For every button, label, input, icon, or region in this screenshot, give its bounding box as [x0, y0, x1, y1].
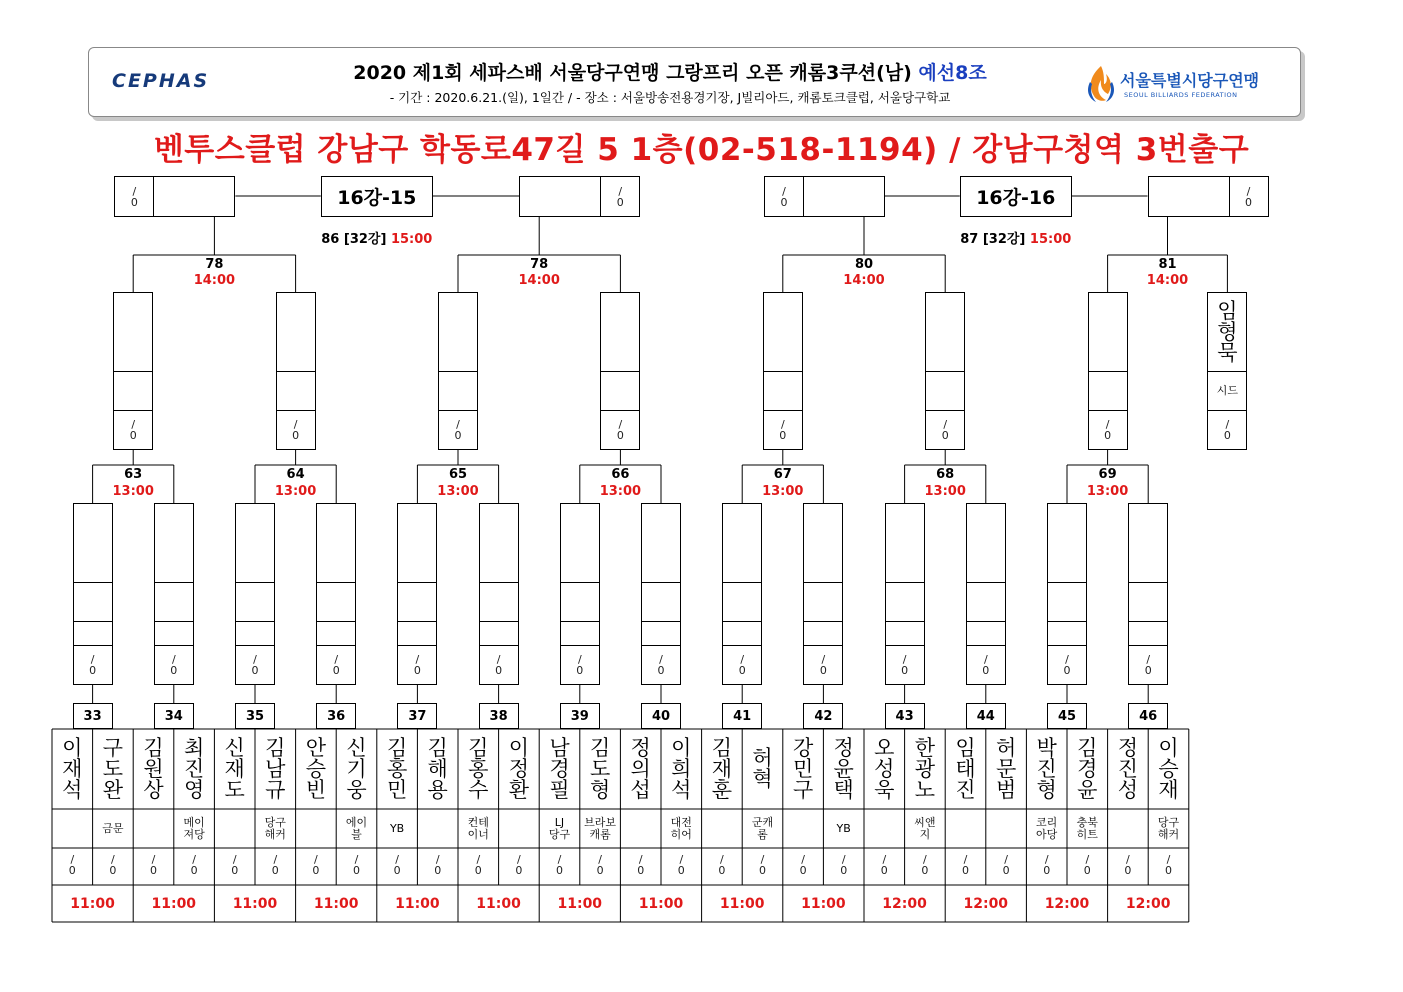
- player-club: [52, 810, 93, 847]
- player-score: / 0: [921, 853, 929, 877]
- player-club: [945, 810, 986, 847]
- round2-slot-row-1: [113, 371, 153, 411]
- player-club: [783, 810, 824, 847]
- player-name: 강 민 구: [792, 735, 814, 802]
- round1-slot-row-2: [154, 621, 194, 646]
- player-club: [986, 810, 1027, 847]
- seed-player-name: 임 형 묵: [1217, 298, 1238, 365]
- final-info: [297, 228, 457, 247]
- score-placeholder: / 0: [454, 418, 462, 442]
- round1-slot-row-1: [154, 582, 194, 622]
- round1-slot-row-2: [1128, 621, 1168, 646]
- player-name: 최 진 영: [183, 735, 205, 802]
- player-score: / 0: [149, 853, 157, 877]
- round1-slot-name-cell: [73, 503, 113, 583]
- player-score: / 0: [799, 853, 807, 877]
- round1-slot-row-2: [803, 621, 843, 646]
- round2-match-time: 14:00: [518, 273, 560, 288]
- player-club: 군캐 롬: [751, 815, 774, 841]
- round1-slot-score: [560, 645, 600, 685]
- player-score: / 0: [758, 853, 766, 877]
- score-placeholder: / 0: [1144, 653, 1152, 677]
- player-name: 허 문 범: [995, 735, 1017, 802]
- round2-slot-score: [600, 410, 640, 450]
- round1-slot-name-cell: [479, 503, 519, 583]
- round1-slot-row-1: [1047, 582, 1087, 622]
- match-time: 12:00: [1044, 895, 1090, 912]
- score-placeholder: / 0: [170, 653, 178, 677]
- player-score: / 0: [880, 853, 888, 877]
- player-score: / 0: [271, 853, 279, 877]
- round1-slot-row-1: [397, 582, 437, 622]
- round1-slot-name-cell: [803, 503, 843, 583]
- player-name: 안 승 빈: [305, 735, 327, 802]
- round1-slot-row-2: [885, 621, 925, 646]
- player-club: [133, 810, 174, 847]
- player-name: 오 성 욱: [874, 735, 895, 802]
- round1-slot-score: [641, 645, 681, 685]
- score-placeholder: / 0: [129, 418, 137, 442]
- player-club: 코리 아당: [1036, 815, 1058, 841]
- round1-match-time: 13:00: [274, 484, 317, 499]
- score-placeholder: / 0: [780, 184, 788, 209]
- player-score: / 0: [637, 853, 645, 877]
- round1-match-number: 64: [286, 467, 305, 482]
- player-score: / 0: [68, 853, 76, 877]
- title-main: 2020 제1회 세파스배 서울당구연맹 그랑프리 오픈 캐롬3쿠션(남): [353, 62, 912, 84]
- round1-slot-row-1: [316, 582, 356, 622]
- final-label: 16강-16: [960, 176, 1072, 217]
- match-time: 11:00: [70, 895, 115, 912]
- match-number-box: 35: [235, 703, 275, 729]
- score-placeholder: / 0: [251, 653, 259, 677]
- round2-slot-score: [113, 410, 153, 450]
- round2-slot-name-cell: [438, 292, 478, 372]
- player-name: 김 도 형: [589, 735, 611, 802]
- match-time: 11:00: [557, 895, 603, 912]
- player-club: [417, 810, 458, 847]
- player-club: [864, 810, 905, 847]
- match-time: 12:00: [963, 895, 1009, 912]
- match-number-box: 34: [154, 703, 194, 729]
- round1-match-time: 13:00: [112, 484, 154, 499]
- round1-slot-row-2: [560, 621, 600, 646]
- final-left-name: [153, 176, 235, 217]
- round1-slot-row-1: [722, 582, 762, 622]
- round1-slot-score: [1047, 645, 1087, 685]
- round1-slot-name-cell: [722, 503, 762, 583]
- score-placeholder: / 0: [413, 653, 421, 677]
- round1-slot-score: [397, 645, 437, 685]
- seed-note: 시드: [1207, 371, 1247, 411]
- match-time: 11:00: [638, 895, 684, 912]
- player-score: / 0: [434, 853, 442, 877]
- round1-slot-row-1: [73, 582, 113, 622]
- round1-slot-row-1: [235, 582, 275, 622]
- player-club: YB: [389, 821, 405, 835]
- player-club: [620, 810, 661, 847]
- match-number-box: 41: [722, 703, 762, 729]
- player-name: 임 태 진: [955, 735, 976, 802]
- player-name: 허 혁: [752, 746, 773, 791]
- final-label: 16강-15: [321, 176, 433, 217]
- match-number-box: 38: [479, 703, 519, 729]
- round1-slot-row-1: [1128, 582, 1168, 622]
- round1-slot-row-1: [885, 582, 925, 622]
- round1-match-number: 67: [773, 467, 792, 482]
- player-score: / 0: [718, 853, 726, 877]
- player-score: / 0: [393, 853, 401, 877]
- round1-slot-row-1: [479, 582, 519, 622]
- score-placeholder: / 0: [901, 653, 909, 677]
- player-name: 김 남 규: [265, 735, 286, 802]
- player-name: 이 정 환: [508, 735, 530, 802]
- player-name: 김 경 윤: [1077, 735, 1098, 802]
- round1-match-number: 65: [448, 467, 468, 482]
- round1-match-time: 13:00: [924, 484, 966, 499]
- match-time: 12:00: [882, 895, 927, 912]
- player-club: 충북 히트: [1076, 815, 1098, 841]
- player-score: / 0: [555, 853, 563, 877]
- match-number-box: 33: [73, 703, 113, 729]
- round2-slot-score: [763, 410, 803, 450]
- match-number-box: 37: [397, 703, 437, 729]
- player-score: / 0: [840, 853, 848, 877]
- player-name: 구 도 완: [102, 735, 124, 802]
- round2-match-number: 78: [530, 257, 549, 272]
- score-placeholder: / 0: [941, 418, 949, 442]
- score-placeholder: / 0: [819, 653, 827, 677]
- player-name: 김 원 상: [143, 735, 164, 802]
- score-placeholder: / 0: [89, 653, 97, 677]
- player-score: / 0: [352, 853, 360, 877]
- final-right-score: [600, 176, 640, 217]
- player-club: [214, 810, 255, 847]
- round2-match-time: 14:00: [843, 273, 885, 288]
- player-score: / 0: [961, 853, 969, 877]
- final-right-name: [1148, 176, 1230, 217]
- round1-match-time: 13:00: [762, 484, 804, 499]
- match-time: 11:00: [801, 895, 846, 912]
- round1-slot-row-2: [641, 621, 681, 646]
- round1-match-time: 13:00: [437, 484, 479, 499]
- round1-slot-score: [885, 645, 925, 685]
- score-placeholder: / 0: [130, 184, 138, 209]
- player-name: 정 윤 택: [833, 735, 854, 802]
- match-time: 11:00: [395, 895, 440, 912]
- round2-slot-score: [276, 410, 316, 450]
- round2-slot-score: [438, 410, 478, 450]
- player-club: LJ 당구: [548, 815, 571, 841]
- player-score: / 0: [677, 853, 685, 877]
- match-number-box: 45: [1047, 703, 1087, 729]
- score-placeholder: / 0: [616, 184, 624, 209]
- player-name: 김 재 훈: [711, 735, 733, 802]
- round1-slot-name-cell: [1047, 503, 1087, 583]
- match-time: 11:00: [313, 895, 359, 912]
- player-name: 신 재 도: [224, 735, 245, 802]
- round1-match-time: 13:00: [1086, 484, 1129, 499]
- score-placeholder: / 0: [1245, 184, 1252, 209]
- round1-match-number: 68: [936, 467, 955, 482]
- player-club: [499, 810, 540, 847]
- round2-slot-row-1: [763, 371, 803, 411]
- player-name: 신 기 웅: [346, 735, 367, 802]
- player-name: 김 홍 민: [386, 735, 408, 802]
- score-placeholder: / 0: [332, 653, 340, 677]
- round1-slot-name-cell: [1128, 503, 1168, 583]
- score-placeholder: / 0: [738, 653, 746, 677]
- score-placeholder: / 0: [1063, 653, 1071, 677]
- round1-slot-score: [316, 645, 356, 685]
- player-club: 당구 해커: [264, 815, 286, 841]
- round1-slot-row-2: [722, 621, 762, 646]
- match-time: 11:00: [232, 895, 278, 912]
- player-club: [702, 810, 743, 847]
- round2-slot-name-cell: [276, 292, 316, 372]
- round1-slot-score: [73, 645, 113, 685]
- round2-slot-row-1: [925, 371, 965, 411]
- round1-slot-score: [479, 645, 519, 685]
- player-club: YB: [836, 821, 851, 835]
- round1-slot-row-1: [641, 582, 681, 622]
- score-placeholder: / 0: [616, 418, 624, 442]
- match-time: 11:00: [151, 895, 197, 912]
- player-name: 남 경 필: [549, 735, 570, 802]
- round2-slot-row-1: [276, 371, 316, 411]
- player-name: 정 진 성: [1117, 735, 1139, 802]
- player-club: 에이 블: [345, 815, 368, 841]
- player-club: [296, 810, 337, 847]
- player-name: 박 진 형: [1036, 735, 1057, 802]
- final-left-score: [764, 176, 804, 217]
- round2-slot-row-1: [1088, 371, 1128, 411]
- round1-match-time: 13:00: [599, 484, 642, 499]
- match-number-box: 44: [966, 703, 1006, 729]
- round1-match-number: 63: [124, 467, 143, 482]
- round1-slot-name-cell: [885, 503, 925, 583]
- round1-match-number: 66: [611, 467, 630, 482]
- score-placeholder: / 0: [1223, 418, 1231, 442]
- player-score: / 0: [596, 853, 604, 877]
- round1-slot-name-cell: [966, 503, 1006, 583]
- round1-slot-row-1: [560, 582, 600, 622]
- player-club: 당구 해커: [1157, 815, 1180, 841]
- round1-slot-score: [722, 645, 762, 685]
- player-score: / 0: [474, 853, 482, 877]
- player-club: 메이 져당: [183, 815, 205, 841]
- score-placeholder: / 0: [495, 653, 503, 677]
- score-placeholder: / 0: [779, 418, 787, 442]
- round1-slot-row-2: [397, 621, 437, 646]
- round2-slot-name-cell: [763, 292, 803, 372]
- seed-score: [1207, 410, 1247, 450]
- player-name: 정 의 섭: [630, 735, 651, 802]
- final-right-name: [519, 176, 601, 217]
- round1-slot-score: [803, 645, 843, 685]
- round2-slot-row-1: [600, 371, 640, 411]
- round2-match-time: 14:00: [1146, 273, 1189, 288]
- player-score: / 0: [1083, 853, 1091, 877]
- round1-slot-row-2: [479, 621, 519, 646]
- player-club: 씨앤 지: [914, 815, 936, 841]
- player-name: 한 광 노: [914, 735, 936, 802]
- player-name: 김 홍 수: [468, 735, 489, 802]
- round1-slot-name-cell: [560, 503, 600, 583]
- score-placeholder: / 0: [292, 418, 300, 442]
- round1-slot-row-2: [73, 621, 113, 646]
- round1-slot-score: [154, 645, 194, 685]
- player-score: / 0: [1043, 853, 1051, 877]
- player-club: 브라보 캐롬: [584, 815, 617, 841]
- player-score: / 0: [231, 853, 239, 877]
- match-number-box: 46: [1128, 703, 1168, 729]
- title-group: 예선8조: [918, 62, 987, 84]
- match-time: 11:00: [719, 895, 765, 912]
- round1-slot-row-1: [803, 582, 843, 622]
- round1-slot-row-2: [1047, 621, 1087, 646]
- round1-slot-name-cell: [154, 503, 194, 583]
- player-score: / 0: [1164, 853, 1172, 877]
- player-score: / 0: [1002, 853, 1010, 877]
- round2-slot-name-cell: [113, 292, 153, 372]
- final-info: [936, 228, 1096, 247]
- match-number-box: 40: [641, 703, 681, 729]
- round2-slot-name-cell: [1088, 292, 1128, 372]
- player-name: 이 희 석: [671, 735, 692, 802]
- round2-slot-name-cell: [600, 292, 640, 372]
- match-number-box: 43: [885, 703, 925, 729]
- match-number-box: 39: [560, 703, 600, 729]
- round2-match-time: 14:00: [193, 273, 236, 288]
- round1-slot-row-2: [966, 621, 1006, 646]
- round2-match-number: 80: [854, 257, 874, 272]
- round2-slot-name-cell: [925, 292, 965, 372]
- round1-slot-row-1: [966, 582, 1006, 622]
- player-score: / 0: [1124, 853, 1132, 877]
- score-placeholder: / 0: [982, 653, 990, 677]
- final-round: [32강]: [343, 232, 387, 247]
- score-placeholder: / 0: [657, 653, 665, 677]
- round1-slot-name-cell: [235, 503, 275, 583]
- final-left-name: [803, 176, 885, 217]
- match-time: 12:00: [1125, 895, 1171, 912]
- federation-name: 서울특별시당구연맹: [1120, 71, 1260, 90]
- round1-slot-row-2: [316, 621, 356, 646]
- match-number-box: 36: [316, 703, 356, 729]
- player-name: 이 재 석: [62, 735, 83, 802]
- federation-english-name: SEOUL BILLIARDS FEDERATION: [1124, 91, 1238, 99]
- round1-slot-name-cell: [397, 503, 437, 583]
- final-round: [32강]: [982, 232, 1026, 247]
- tournament-period-venues: - 기간 : 2020.6.21.(일), 1일간 / - 장소 : 서울방송전용경기장, J빌리아드, 캐롬토크클럽, 서울당구학교: [389, 90, 951, 105]
- round2-match-number: 81: [1158, 257, 1177, 272]
- player-club: 컨테 이너: [467, 815, 489, 841]
- player-score: / 0: [312, 853, 320, 877]
- player-score: / 0: [190, 853, 198, 877]
- cephas-logo: CEPHAS: [112, 70, 210, 92]
- round1-slot-score: [966, 645, 1006, 685]
- round1-slot-name-cell: [316, 503, 356, 583]
- final-time: 15:00: [1029, 232, 1072, 247]
- match-time: 11:00: [476, 895, 521, 912]
- round1-slot-name-cell: [641, 503, 681, 583]
- player-name: 이 승 재: [1158, 735, 1179, 802]
- venue-address: 벤투스클럽 강남구 학동로47길 5 1층(02-518-1194) / 강남구청역 3번출구: [153, 132, 1250, 168]
- player-club: 대전 히어: [670, 815, 692, 841]
- player-club: [1108, 810, 1149, 847]
- round2-slot-score: [925, 410, 965, 450]
- round2-match-number: 78: [205, 257, 224, 272]
- round1-slot-row-2: [235, 621, 275, 646]
- player-club: 금문: [102, 821, 124, 835]
- round1-slot-score: [1128, 645, 1168, 685]
- round1-match-number: 69: [1098, 467, 1117, 482]
- final-match-number: 86: [321, 232, 340, 247]
- round2-slot-score: [1088, 410, 1128, 450]
- player-score: / 0: [515, 853, 523, 877]
- final-left-score: [114, 176, 154, 217]
- match-number-box: 42: [803, 703, 843, 729]
- final-right-score: [1229, 176, 1269, 217]
- score-placeholder: / 0: [576, 653, 584, 677]
- player-score: / 0: [109, 853, 117, 877]
- player-name: 김 해 용: [427, 735, 448, 802]
- score-placeholder: / 0: [1104, 418, 1112, 442]
- round2-slot-row-1: [438, 371, 478, 411]
- final-match-number: 87: [960, 232, 979, 247]
- final-time: 15:00: [390, 232, 433, 247]
- round1-slot-score: [235, 645, 275, 685]
